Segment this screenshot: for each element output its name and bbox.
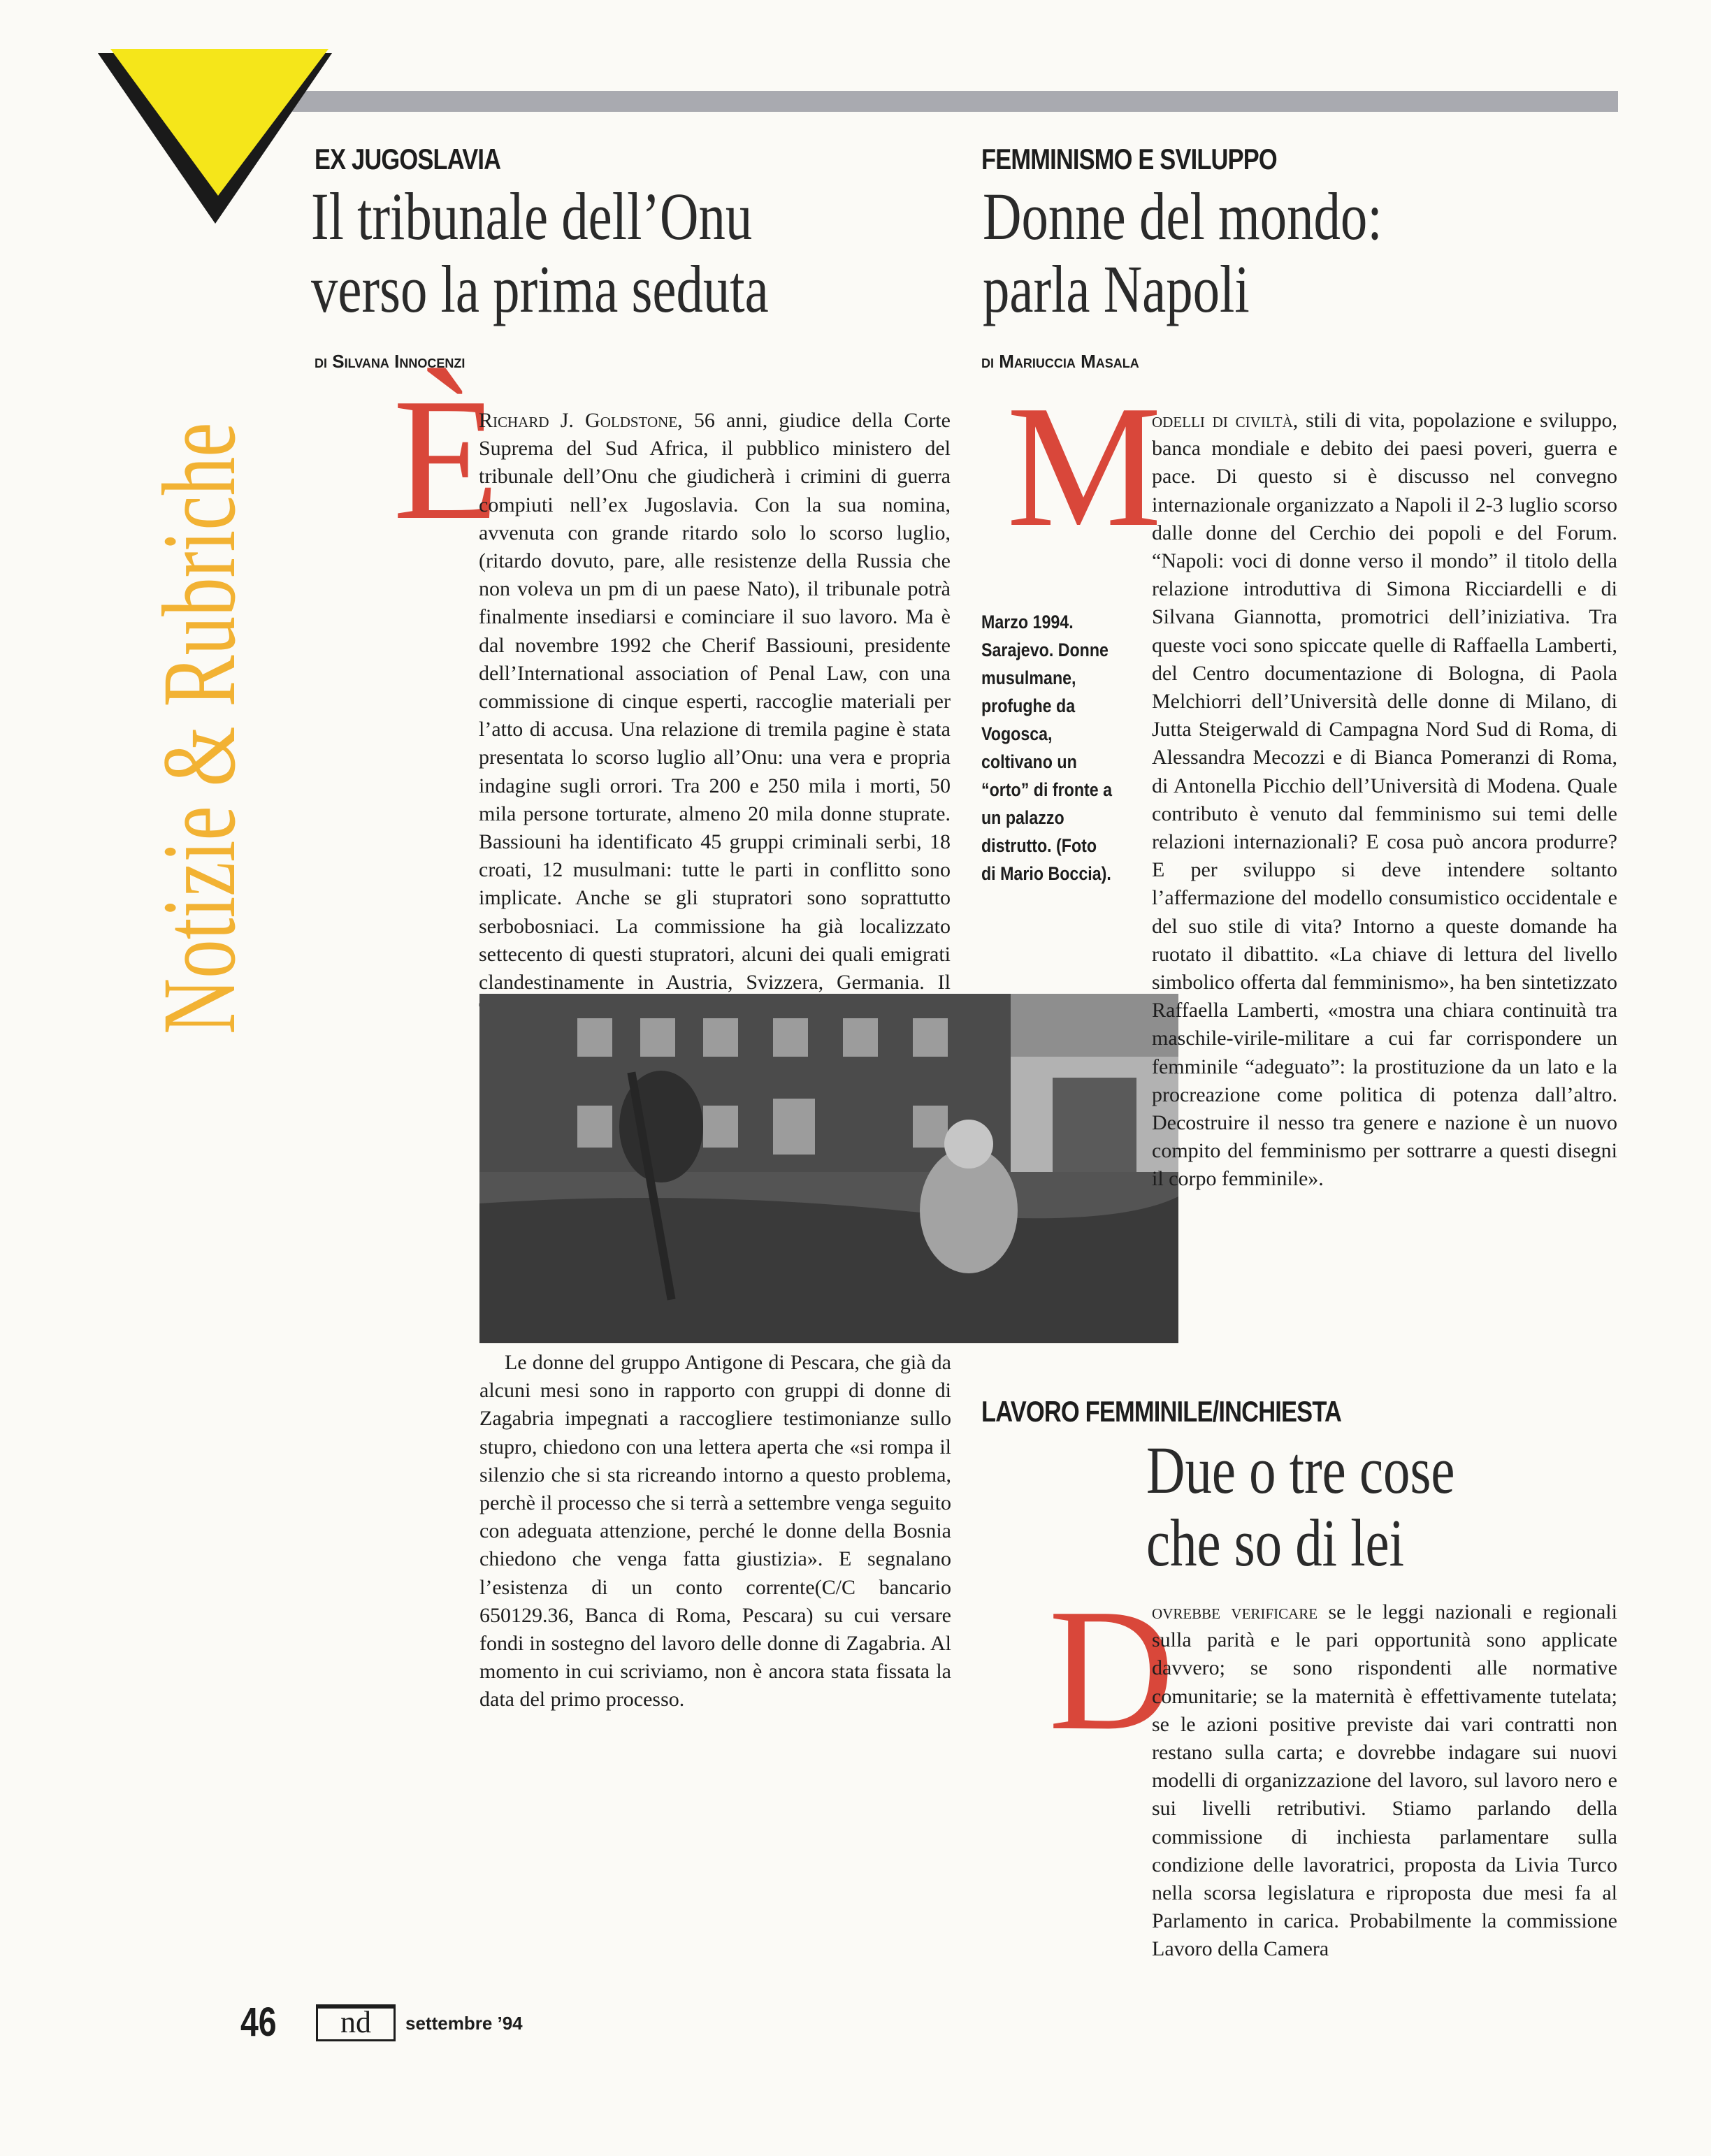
destroyed-building-photo-icon bbox=[479, 994, 1178, 1343]
article3-dropcap: D bbox=[1048, 1573, 1175, 1767]
photo-caption: Marzo 1994. Sarajevo. Donne musulmane, profughe da Vogosca, coltivano un “orto” di fronte a un palazzo distrutto. (Foto di Mario Boccia). bbox=[981, 612, 1113, 884]
article3-kicker: LAVORO FEMMINILE/INCHIESTA bbox=[981, 1395, 1342, 1428]
article1-byline: di Silvana Innocenzi bbox=[315, 351, 465, 372]
article3-headline-line1: Due o tre cose bbox=[1146, 1433, 1455, 1507]
article2-headline-line2: parla Napoli bbox=[983, 252, 1250, 326]
article2-headline-line1: Donne del mondo: bbox=[983, 179, 1382, 254]
article1-dropcap: È bbox=[393, 363, 500, 556]
article3-headline-line2: che so di lei bbox=[1146, 1505, 1404, 1580]
article1-kicker: EX JUGOSLAVIA bbox=[315, 143, 501, 175]
article3-lead: ovrebbe verificare bbox=[1152, 1600, 1318, 1623]
article2-byline: di Mariuccia Masala bbox=[981, 351, 1139, 372]
article1-paragraph-2: Le donne del gruppo Antigone di Pescara, che già da alcuni mesi sono in rapporto con gruppi di donne di Zagabria impegnati a raccogliere testimonianze sullo stupro, chiedono con una lettera aperta che «si rompa il silenzio che si sta ricreando intorno a questo problema, perchè il processo che si terrà a settembre venga seguito con adeguata attenzione, perché le donne della Bosnia chiedono che venga fatta giustizia». E segnalano l’esistenza di un conto corrente(C/C bancario 650129.36, Banca di Roma, Pescara) su cui versare fondi in sostegno del lavoro delle donne di Zagabria. Al momento in cui scriviamo, non è ancora stata fissata la data del primo processo. bbox=[479, 1351, 951, 1712]
article3-paragraph-1: se le leggi nazionali e regionali sulla parità e le pari opportunità sono applicate davvero; se sono rispondenti alle normative comunitarie; se la maternità è effettivamente tutelata; se le azioni positive previste dai vari contratti non restano sulla carta; e dovrebbe indagare sui nuovi modelli di organizzazione del lavoro, sul lavoro nero e sui livelli retributivi. Stiamo parlando della commissione di inchiesta parlamentare sulla condizione delle lavoratrici, proposta da Livia Turco nella scorsa legislatura e riproposta due mesi fa al Parlamento in carica. Probabilmente la commissione Lavoro della Camera bbox=[1152, 1600, 1617, 1961]
article2-paragraph-1: , stili di vita, popolazione e sviluppo, banca mondiale e debito dei paesi poveri, guerra e pace. Di questo si è discusso nel convegno internazionale organizzato a Napoli il 2-3 luglio scorso dalle donne del Cerchio dei popoli e del Forum. “Napoli: voci di donne verso il mondo” il titolo della relazione introduttiva di Simona Ricciardelli e di Silvana Giannotta, promotrici dell’iniziativa. Tra queste voci sono spiccate quelle di Raffaella Lamberti, del Centro documentazione di Bologna, di Paola Melchiorri dell’Università delle donne di Milano, di Jutta Steigerwald di Campagna Nord Sud di Roma, di Alessandra Mecozzi e di Bianca Pomeranzi di Roma, di Antonella Picchio dell’Università di Modena. Quale contributo è venuto dal femminismo sui temi delle relazioni internazionali? E cosa può ancora produrre? E per sviluppo si deve intendere soltanto l’affermazione del modello consumistico occidentale e del suo stile di vita? Intorno a queste domande ha ruotato il dibattito. «La chiave di lettura del livello simbolico offerta dal femminismo», ha ben sintetizzato Raffaella Lamberti, «mostra una chiara continuità tra maschile-virile-militare a cui far corrispondere un femminile “adeguato”: la prostituzione da un lato e la procreazione come politica di potenza dall’altro. Decostruire il nesso tra genere e nazione è un nuovo compito del femminismo per sottrarre a questi disegni il corpo femminile». bbox=[1152, 409, 1617, 1191]
page-number: 46 bbox=[240, 1999, 277, 2045]
article2-body bbox=[1152, 407, 1617, 1194]
article2-dropcap: M bbox=[1006, 370, 1162, 563]
article3-body bbox=[1152, 1598, 1617, 1964]
magazine-logo: nd bbox=[316, 2004, 396, 2041]
section-vertical-title: Notizie & Rubriche bbox=[141, 422, 257, 1034]
article2-kicker: FEMMINISMO E SVILUPPO bbox=[981, 143, 1277, 175]
article1-photo bbox=[479, 994, 1178, 1343]
header-rule bbox=[238, 91, 1618, 112]
article1-lead: Richard J. Goldstone bbox=[479, 409, 678, 432]
article1-body-continued bbox=[479, 1349, 951, 1714]
section-triangle-icon bbox=[98, 49, 342, 231]
article1-headline-line2: verso la prima seduta bbox=[311, 252, 769, 326]
article2-lead: odelli di civiltà bbox=[1152, 409, 1293, 432]
article1-headline-line1: Il tribunale dell’Onu bbox=[311, 179, 753, 254]
issue-date: settembre ’94 bbox=[405, 2013, 523, 2034]
article1-paragraph-1: , 56 anni, giudice della Corte Suprema del Sud Africa, il pubblico ministero del tribunale dell’Onu che giudicherà i crimini di guerra compiuti nell’ex Jugoslavia. Con la sua nomina, avvenuta con grande ritardo solo lo scorso luglio, (ritardo dovuto, pare, alle resistenze della Russia che non voleva un pm di un paese Nato), il tribunale potrà finalmente insediarsi e cominciare il suo lavoro. Ma è dal novembre 1992 che Cherif Bassiouni, presidente dell’International association of Penal Law, con una commissione di cinque esperti, raccoglie materiali per l’atto di accusa. Una relazione di tremila pagine è stata presentata lo scorso luglio all’Onu: una vera e propria indagine sugli orrori. Tra 200 e 250 mila i morti, 50 mila persone torturate, almeno 20 mila donne stuprate. Bassiouni ha identificato 45 gruppi criminali serbi, 18 croati, 12 musulmani: tutte le parti in conflitto sono implicate. Anche se gli stupratori sono soprattutto serbobosniaci. La commissione ha già localizzato settecento di questi stupratori, alcuni dei quali emigrati clandestinamente in Austria, Svizzera, Germania. Il bbox=[479, 409, 951, 994]
